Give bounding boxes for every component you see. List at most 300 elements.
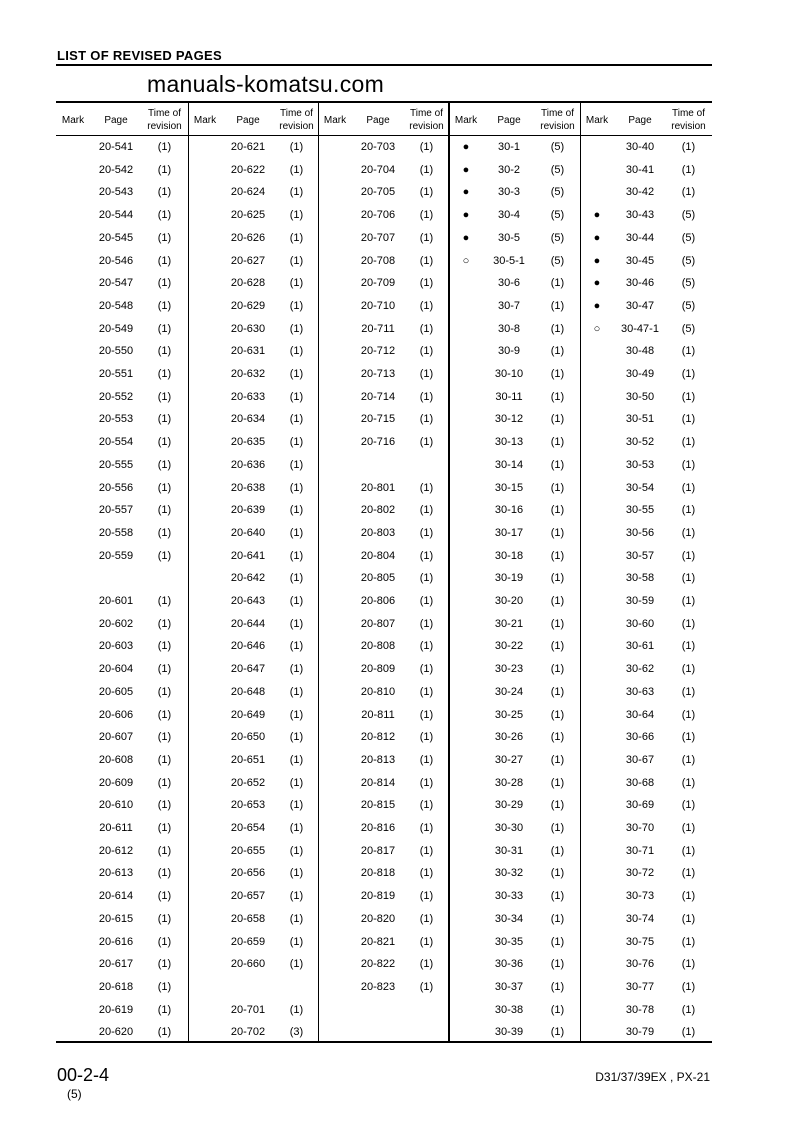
page-cell: 20-629 [230,299,266,312]
time-cell: (1) [419,890,434,903]
revision-mark [188,570,222,586]
time-cell: (1) [157,1026,172,1039]
revision-mark [56,616,90,632]
page-cell: 30-78 [625,1003,655,1016]
header-page: Page [236,114,260,126]
revision-mark [449,979,483,995]
revision-mark [580,139,614,155]
header-time: Time of revision [279,108,314,132]
revision-mark [318,457,352,473]
page-cell: 20-659 [230,935,266,948]
page-cell: 20-624 [230,186,266,199]
time-cell: (1) [157,890,172,903]
time-cell: (1) [289,299,304,312]
revision-mark [449,661,483,677]
time-cell: (1) [289,141,304,153]
page-cell: 30-69 [625,799,655,812]
time-cell: (1) [419,799,434,812]
revision-mark [449,480,483,496]
time-cell: (1) [550,890,565,903]
page-cell: 20-547 [98,277,134,290]
time-cell: (1) [419,753,434,766]
title-rule [56,64,712,66]
time-cell: (1) [157,390,172,403]
time-cell: (1) [681,1003,696,1016]
revision-mark [449,525,483,541]
revision-mark [580,184,614,200]
time-cell: (1) [157,912,172,925]
time-cell: (1) [681,912,696,925]
revision-mark [56,956,90,972]
page-cell: 30-37 [494,980,524,993]
time-cell: (1) [681,640,696,653]
page-cell: 20-626 [230,231,266,244]
revision-mark [449,1024,483,1040]
revision-mark [449,934,483,950]
revision-mark [318,502,352,518]
page-cell: 20-815 [360,799,396,812]
time-cell: (1) [157,867,172,880]
page-cell: 30-34 [494,912,524,925]
page-cell: 30-11 [495,390,523,403]
time-cell: (5) [550,141,565,153]
revision-mark: ○ [593,322,601,335]
page-cell: 20-822 [360,958,396,971]
time-cell: (1) [289,799,304,812]
page-cell [352,1024,404,1040]
time-cell: (1) [419,958,434,971]
time-cell: (1) [550,822,565,834]
time-cell: (5) [681,299,696,312]
revision-mark [580,411,614,427]
time-cell: (1) [419,141,434,153]
page-cell: 30-17 [494,526,524,539]
page-cell: 20-542 [98,163,134,176]
time-cell: (1) [157,345,172,358]
revision-mark [188,321,222,337]
revision-mark [449,911,483,927]
time-cell: (1) [289,1003,304,1016]
page-cell: 20-648 [230,685,266,698]
revision-mark [188,275,222,291]
page-cell: 20-711 [361,322,395,335]
time-cell: (1) [157,822,172,834]
revision-mark [56,525,90,541]
time-cell: (1) [419,413,434,426]
time-cell: (1) [681,980,696,993]
page-cell: 30-8 [497,322,521,335]
time-cell: (1) [681,163,696,176]
revision-mark [580,457,614,473]
time-cell: (1) [550,413,565,426]
page-cell: 20-821 [360,935,396,948]
time-cell: (1) [681,958,696,971]
time-cell: (1) [157,299,172,312]
time-cell: (1) [289,254,304,267]
page-cell: 30-1 [497,141,521,153]
revision-mark [318,525,352,541]
revision-mark [580,843,614,859]
revision-mark: ● [462,231,470,244]
header-page: Page [366,114,390,126]
revision-mark [580,661,614,677]
revision-mark [318,843,352,859]
page-cell: 20-644 [230,617,266,630]
time-cell: (1) [681,526,696,539]
time-cell: (1) [419,345,434,358]
time-cell: (1) [681,504,696,517]
revision-mark [449,775,483,791]
revision-mark: ● [593,209,601,222]
page-cell: 20-641 [230,549,266,562]
time-cell: (1) [550,322,565,335]
revision-mark [449,616,483,632]
revision-mark [318,1024,352,1040]
page-cell: 30-27 [494,753,524,766]
time-cell: (1) [419,481,434,494]
page-cell: 30-21 [494,617,524,630]
time-cell: (1) [419,822,434,834]
header-time: Time of revision [540,108,575,132]
revision-mark [188,979,222,995]
page-cell: 30-49 [625,368,655,380]
page-cell: 30-12 [494,413,524,426]
page-cell: 20-559 [98,549,134,562]
revision-mark [580,956,614,972]
time-cell: (1) [681,799,696,812]
revision-mark [188,480,222,496]
revision-mark [56,298,90,314]
revision-mark [188,253,222,269]
page-cell: 20-552 [98,390,134,403]
revision-mark [188,593,222,609]
time-cell: (1) [289,345,304,358]
page-revision: (5) [67,1087,82,1101]
time-cell: (1) [289,958,304,971]
revision-mark [188,366,222,382]
time-cell: (1) [550,867,565,880]
time-cell: (1) [681,436,696,449]
time-cell: (1) [419,231,434,244]
revision-mark [580,434,614,450]
header-mark: Mark [193,114,217,126]
revision-mark [449,707,483,723]
time-cell: (1) [419,322,434,335]
page-cell: 20-818 [360,867,396,880]
revision-mark [449,434,483,450]
revision-mark [56,820,90,836]
page-cell: 20-807 [360,617,396,630]
time-cell: (1) [157,277,172,290]
page-cell: 30-74 [625,912,655,925]
revision-mark [318,480,352,496]
time-cell: (1) [289,822,304,834]
page-cell: 20-716 [360,436,396,449]
time-cell: (1) [157,322,172,335]
page-cell: 30-30 [494,822,524,834]
revision-mark [56,457,90,473]
time-cell: (1) [550,912,565,925]
page-cell: 20-602 [98,617,134,630]
time-cell: (1) [681,368,696,380]
revision-mark [188,797,222,813]
page-cell: 20-715 [360,413,396,426]
time-cell: (1) [550,776,565,789]
revision-mark [56,411,90,427]
time-cell: (1) [681,753,696,766]
revision-mark [188,1002,222,1018]
page-cell: 30-31 [494,844,524,857]
revision-mark [188,843,222,859]
revision-mark [56,775,90,791]
page-title: LIST OF REVISED PAGES [57,48,222,63]
page-cell: 20-630 [230,322,266,335]
page-cell: 30-5-1 [493,254,525,267]
revision-mark [580,548,614,564]
page-cell: 20-712 [360,345,396,358]
time-cell: (1) [157,549,172,562]
revision-mark [318,366,352,382]
revision-mark [56,684,90,700]
revision-mark [56,162,90,178]
page-cell: 30-50 [625,390,655,403]
revision-mark [188,389,222,405]
page-cell: 20-607 [98,731,134,744]
revision-mark [318,389,352,405]
header-time: Time of revision [409,108,444,132]
page-cell: 30-28 [494,776,524,789]
page-cell: 20-613 [98,867,134,880]
time-cell: (1) [157,1003,172,1016]
time-cell: (1) [681,390,696,403]
time-cell: (1) [550,640,565,653]
time-cell: (1) [681,549,696,562]
revision-mark [318,934,352,950]
page-cell: 20-627 [230,254,266,267]
time-cell: (1) [289,231,304,244]
page-cell: 20-820 [360,912,396,925]
time-cell: (1) [157,958,172,971]
revision-mark [188,525,222,541]
page-cell: 30-47 [625,299,655,312]
revision-mark [318,979,352,995]
revision-mark [449,298,483,314]
revision-mark [188,865,222,881]
time-cell: (1) [681,595,696,607]
revision-mark [188,162,222,178]
time-cell: (1) [157,436,172,449]
time-cell: (1) [681,776,696,789]
time-cell: (1) [419,549,434,562]
revision-mark [188,230,222,246]
revision-mark [56,321,90,337]
time-cell: (1) [550,572,565,585]
page-cell: 20-652 [230,776,266,789]
page-cell: 30-18 [494,549,524,562]
time-cell: (1) [550,980,565,993]
revision-mark [449,638,483,654]
time-cell: (1) [289,663,304,676]
page-cell: 30-79 [625,1026,655,1039]
time-cell: (1) [550,799,565,812]
time-cell: (1) [157,663,172,676]
page-cell: 20-636 [230,458,266,471]
revision-mark [188,888,222,904]
revision-mark: ● [593,277,601,290]
time-cell: (1) [157,776,172,789]
time-cell: (1) [289,458,304,471]
revision-mark [580,1024,614,1040]
revision-mark [449,321,483,337]
page-cell: 20-618 [98,980,134,993]
revision-mark [56,230,90,246]
revision-mark [580,343,614,359]
revision-mark [580,480,614,496]
page-cell: 20-612 [98,844,134,857]
page-cell [90,570,142,586]
revision-mark [188,457,222,473]
page-cell: 20-810 [360,685,396,698]
revision-mark: ● [462,163,470,176]
page-cell: 20-628 [230,277,266,290]
page-cell: 20-611 [99,822,133,834]
revision-mark: ● [593,254,601,267]
time-cell: (1) [550,595,565,607]
page-cell: 30-19 [494,572,524,585]
page-cell: 30-76 [625,958,655,971]
revision-mark [580,389,614,405]
time-cell: (3) [289,1026,304,1039]
time-cell: (1) [157,413,172,426]
time-cell: (5) [550,231,565,244]
revision-mark [56,865,90,881]
revision-mark [580,888,614,904]
revision-mark [56,548,90,564]
revision-mark [188,638,222,654]
revision-mark [188,729,222,745]
header-page: Page [628,114,652,126]
revision-mark [56,570,90,586]
time-cell: (1) [550,708,565,721]
revision-mark: ● [593,299,601,312]
revision-mark [580,684,614,700]
revision-mark [56,139,90,155]
page-cell: 30-54 [625,481,655,494]
time-cell: (1) [157,753,172,766]
page-cell: 20-545 [98,231,134,244]
revision-mark [188,684,222,700]
time-cell: (1) [419,209,434,222]
page-cell: 20-650 [230,731,266,744]
revision-mark [318,661,352,677]
page-cell: 30-71 [625,844,655,857]
page-cell: 30-59 [625,595,655,607]
time-cell: (1) [681,890,696,903]
revision-mark [318,865,352,881]
time-cell: (1) [157,209,172,222]
time-cell: (1) [157,526,172,539]
page-cell: 20-809 [360,663,396,676]
page-cell: 20-816 [360,822,396,834]
page-cell: 20-702 [230,1026,266,1039]
time-cell: (1) [419,163,434,176]
page-cell: 30-44 [625,231,655,244]
time-cell: (1) [289,549,304,562]
page-cell: 20-617 [98,958,134,971]
time-cell [404,1024,449,1040]
revision-mark [56,502,90,518]
header-time: Time of revision [147,108,182,132]
revision-mark [188,184,222,200]
time-cell: (1) [289,390,304,403]
page-cell: 20-805 [360,572,396,585]
model-label: D31/37/39EX , PX-21 [595,1070,710,1084]
time-cell: (1) [550,458,565,471]
time-cell: (1) [550,663,565,676]
page-cell: 20-655 [230,844,266,857]
revision-mark [56,366,90,382]
revision-mark [580,752,614,768]
revision-mark [449,752,483,768]
time-cell: (1) [550,299,565,312]
page-cell: 30-45 [625,254,655,267]
time-cell: (1) [550,277,565,290]
page-cell: 20-601 [98,595,134,607]
header-page: Page [104,114,128,126]
page-cell: 20-823 [360,980,396,993]
revision-mark [56,934,90,950]
time-cell: (1) [289,526,304,539]
time-cell: (1) [419,708,434,721]
time-cell: (1) [419,390,434,403]
time-cell: (1) [157,799,172,812]
time-cell: (1) [289,640,304,653]
page-cell: 20-656 [230,867,266,880]
time-cell: (1) [419,663,434,676]
page-cell: 20-814 [360,776,396,789]
time-cell: (1) [289,867,304,880]
page-cell: 30-25 [494,708,524,721]
time-cell: (1) [289,844,304,857]
page-cell: 30-68 [625,776,655,789]
revision-mark [580,525,614,541]
page-cell: 20-804 [360,549,396,562]
time-cell: (1) [419,867,434,880]
page-cell: 30-7 [497,299,521,312]
page-cell: 20-707 [360,231,396,244]
revision-mark [580,979,614,995]
time-cell: (1) [289,186,304,199]
time-cell: (1) [419,844,434,857]
time-cell [404,1002,449,1018]
page-cell: 30-14 [494,458,524,471]
time-cell: (1) [289,935,304,948]
table-bottom-rule [56,1041,712,1043]
revision-mark [580,729,614,745]
time-cell: (1) [289,776,304,789]
page-cell: 20-615 [98,912,134,925]
time-cell: (1) [419,595,434,607]
page-cell: 20-802 [360,504,396,517]
time-cell: (5) [550,186,565,199]
time-cell: (1) [419,912,434,925]
time-cell: (1) [681,708,696,721]
revision-mark [580,616,614,632]
revision-mark [56,434,90,450]
page-cell: 30-53 [625,458,655,471]
time-cell: (1) [289,890,304,903]
revision-mark [56,184,90,200]
